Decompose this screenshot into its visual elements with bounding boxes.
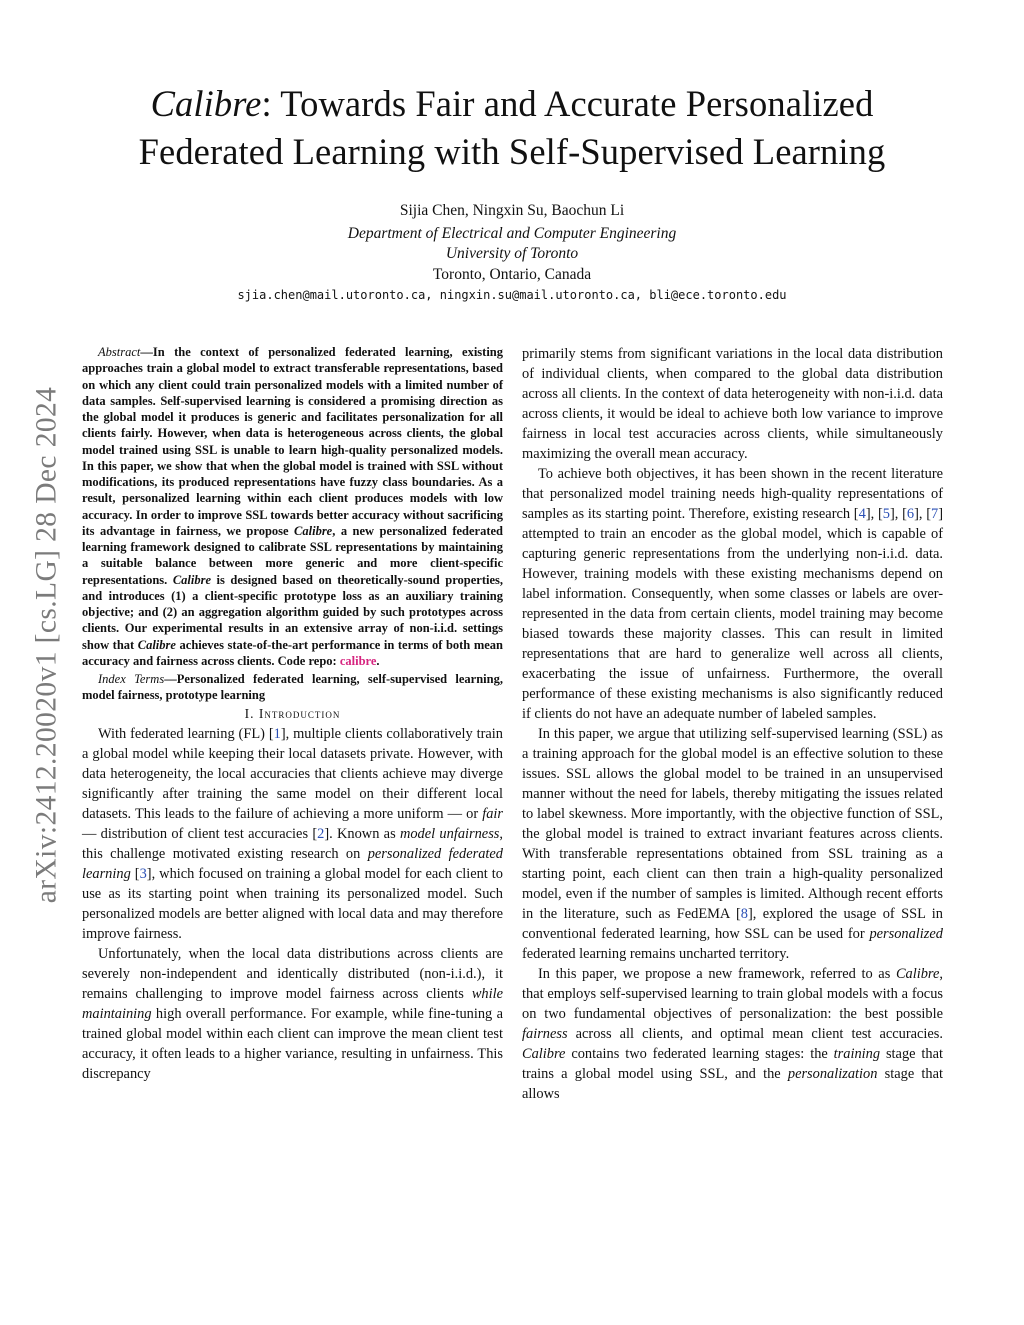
paper-title [60, 80, 964, 176]
author-names: Sijia Chen, Ningxin Su, Baochun Li [399, 202, 625, 219]
author-department: Department of Electrical and Computer Engineering [347, 225, 677, 242]
right-paragraph-4: In this paper, we propose a new framework, referred to as Calibre, that employs self-supervised learning to train global models with a focus on two fundamental objectives of personalization: the best possible fairness across all clients, and optimal mean client test accuracies. Calibre contains two federated learning stages: the training stage that trains a global model using SSL, and the personalization stage that allows [522, 966, 943, 1102]
left-column [82, 344, 503, 1084]
right-column [522, 344, 943, 1104]
title-line2: Federated Learning with Self-Supervised Learning [138, 131, 886, 172]
arxiv-stamp-text: arXiv:2412.20020v1 [cs.LG] 28 Dec 2024 [30, 386, 63, 904]
citation-8[interactable]: 8 [740, 906, 748, 922]
author-university: University of Toronto [445, 245, 579, 262]
citation-5[interactable]: 5 [882, 506, 890, 522]
right-paragraph-1: primarily stems from significant variations in the local data distribution of individual clients, when compared to the global data distribution across all clients. In the context of data heterogeneity with non-i.i.d. data across clients, it would be ideal to achieve both low variance to improve fairness in local test accuracies across clients, while simultaneously maximizing the overall mean accuracy. [522, 346, 943, 462]
title-line1: : Towards Fair and Accurate Personalized [261, 83, 874, 124]
intro-paragraph-2: Unfortunately, when the local data distributions across clients are severely non-independent and identically distributed (non-i.i.d.), it remains challenging to improve model fairness across clients while maintaining high overall performance. For example, while fine-tuning a trained global model within each client can improve the mean client test accuracy, it often leads to a higher variance, resulting in unfairness. This discrepancy [82, 945, 503, 1082]
code-repo-link[interactable]: calibre [339, 653, 377, 668]
citation-2[interactable]: 2 [317, 825, 325, 842]
abstract: Abstract—In the context of personalized federated learning, existing approaches train a global model to extract transferable representations, based on which any client could train personalized models with a limited number of data samples. Self-supervised learning is considered a promising direction as the global model it produces is generic and facilitates personalization for all clients fairly. However, when data is heterogeneous across clients, the global model trained using SSL is unable to learn high-quality personalized models. In this paper, we show that when the global model is trained with SSL without modifications, its produced representations have fuzzy class boundaries. As a result, personalized learning within each client produces models with low accuracy. In order to improve SSL towards better accuracy without sacrificing its advantage in fairness, we propose Calibre, a new personalized federated learning framework designed to calibrate SSL representations by maintaining a suitable balance between more generic and more client-specific representations. Calibre is designed based on theoretically-sound properties, and introduces (1) a client-specific prototype loss as an auxiliary training objective; and (2) an aggregation algorithm guided by such prototypes across clients. Our experimental results in an extensive array of non-i.i.d. settings show that Calibre achieves state-of-the-art performance in terms of both mean accuracy and fairness across clients. Code repo: calibre. [82, 345, 504, 668]
section-heading-introduction: I. Introduction [244, 705, 341, 721]
index-terms: Index Terms—Personalized federated learning, self-supervised learning, model fairness, prototype learning [82, 672, 503, 703]
citation-6[interactable]: 6 [906, 506, 915, 522]
right-paragraph-2: To achieve both objectives, it has been shown in the recent literature that personalized model training needs high-quality representations of samples as its starting point. Therefore, existing research [4], [5], [6], [7] attempted to train an encoder as the global model, which is capable of capturing generic representations from the underlying non-i.i.d. data. However, training models with these existing mechanisms depend on label information. Consequently, when some classes or labels are over-represented in the data from certain clients, model training may become biased towards these majority classes. This can result in limited representations that are hard to generalize well across all clients, exacerbating the issue of unfairness. Furthermore, the overall performance of these existing mechanisms is also significantly reduced if clients do not have an adequate number of labeled samples. [522, 466, 944, 722]
right-paragraph-3: In this paper, we argue that utilizing self-supervised learning (SSL) as a training approach for the global model is an effective solution to these issues. SSL allows the global model to be trained in an unsupervised manner without the need for labels, thereby mitigating the issues related to label skewness. More importantly, with the objective function of SSL, the global model is trained to extract invariant features across clients. With transferable representations obtained from SSL training as a starting point, each client can then train a high-quality personalized model, even if the number of samples is limited. Although recent efforts in the literature, such as FedEMA [8], explored the usage of SSL in conventional federated learning, how SSL can be used for personalized federated learning remains uncharted territory. [522, 726, 943, 962]
intro-paragraph-1: With federated learning (FL) [1], multiple clients collaboratively train a global model while keeping their local datasets private. However, with data heterogeneity, the local accuracies that clients achieve may diverge significantly after training the same model on their different local datasets. This leads to the failure of achieving a more uniform — or fair — distribution of client test accuracies [2]. Known as model unfairness, this challenge motivated existing research on personalized federated learning [3], which focused on training a global model for each client to use as its starting point when training its personalized model. Such personalized models are better aligned with local data and may therefore improve fairness. [82, 725, 504, 942]
title-calibre: Calibre [150, 83, 262, 124]
citation-3[interactable]: 3 [139, 865, 147, 882]
citation-4[interactable]: 4 [858, 506, 866, 522]
author-location: Toronto, Ontario, Canada [432, 266, 592, 283]
author-emails: sjia.chen@mail.utoronto.ca, ningxin.su@mail.utoronto.ca, bli@ece.toronto.edu [237, 288, 787, 302]
citation-7[interactable]: 7 [931, 506, 939, 522]
arxiv-stamp [26, 350, 68, 940]
citation-1[interactable]: 1 [273, 725, 281, 742]
